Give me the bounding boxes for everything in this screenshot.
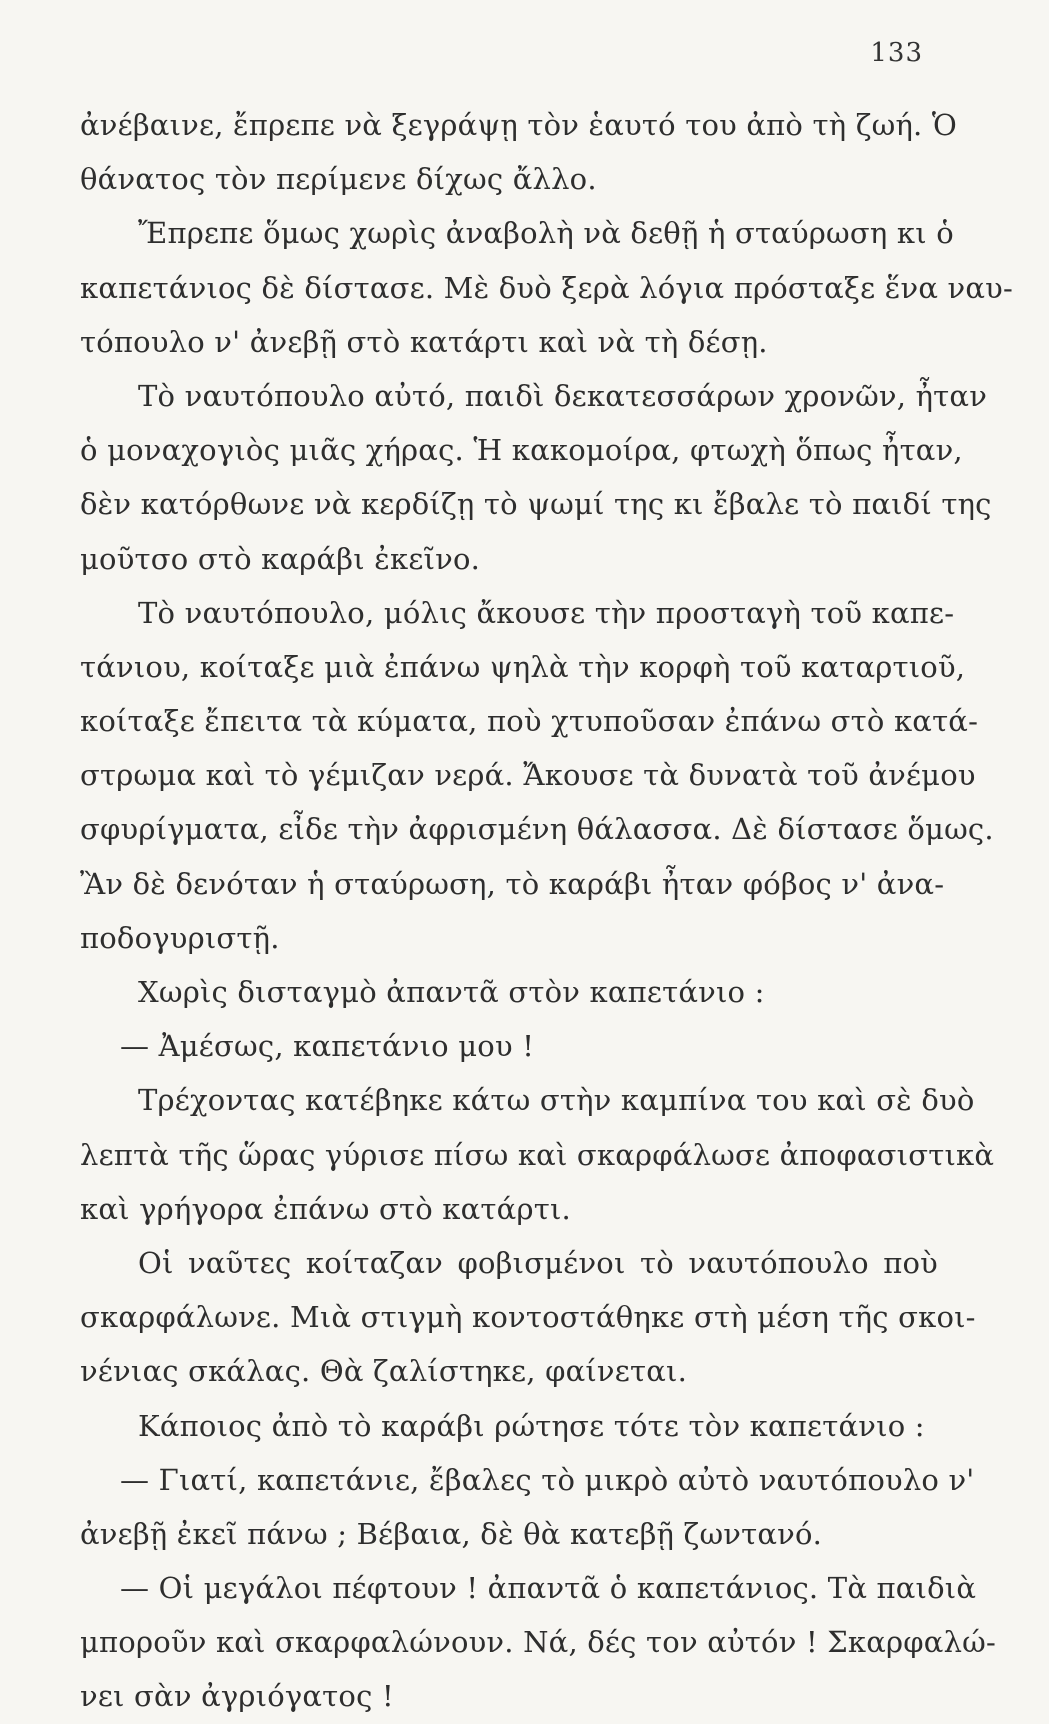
text-line: Τρέχοντας κατέβηκε κάτω στὴν καμπίνα του καὶ σὲ δυὸ [138, 1083, 975, 1118]
text-line: ποδογυριστῇ. [80, 920, 280, 955]
dialogue-line: — Ἀμέσως, καπετάνιο μου ! [120, 1029, 535, 1064]
text-line: Οἱ ναῦτες κοίταζαν φοβισμένοι τὸ ναυτόπουλο ποὺ [138, 1245, 938, 1280]
text-line: λεπτὰ τῆς ὥρας γύρισε πίσω καὶ σκαρφάλωσε ἀποφασιστικὰ [80, 1137, 995, 1172]
text-line: θάνατος τὸν περίμενε δίχως ἄλλο. [80, 162, 597, 197]
text-line: Τὸ ναυτόπουλο, μόλις ἄκουσε τὴν προσταγὴ τοῦ καπε- [138, 595, 955, 630]
text-line: καπετάνιος δὲ δίστασε. Μὲ δυὸ ξερὰ λόγια πρόσταξε ἕνα ναυ- [80, 270, 1013, 305]
dialogue-line: — Οἱ μεγάλοι πέφτουν ! ἀπαντᾶ ὁ καπετάνιος. Τὰ παιδιὰ [120, 1571, 977, 1606]
text-line: σκαρφάλωνε. Μιὰ στιγμὴ κοντοστάθηκε στὴ μέση τῆς σκοι- [80, 1300, 976, 1335]
text-line: Ἔπρεπε ὅμως χωρὶς ἀναβολὴ νὰ δεθῇ ἡ σταύρωση κι ὁ [138, 216, 954, 251]
text-line: σφυρίγματα, εἶδε τὴν ἀφρισμένη θάλασσα. Δὲ δίστασε ὅμως. [80, 812, 994, 847]
text-body [80, 98, 1013, 1724]
text-line: στρωμα καὶ τὸ γέμιζαν νερά. Ἄκουσε τὰ δυνατὰ τοῦ ἀνέμου [80, 758, 976, 793]
text-line: νει σὰν ἀγριόγατος ! [80, 1679, 394, 1714]
dialogue-line: — Γιατί, καπετάνιε, ἔβαλες τὸ μικρὸ αὐτὸ ναυτόπουλο ν' [120, 1462, 975, 1497]
text-line: Κάποιος ἀπὸ τὸ καράβι ρώτησε τότε τὸν καπετάνιο : [138, 1408, 925, 1443]
text-line: μοῦτσο στὸ καράβι ἐκεῖνο. [80, 541, 481, 576]
page-number: 133 [870, 38, 923, 68]
text-line: κοίταξε ἔπειτα τὰ κύματα, ποὺ χτυποῦσαν ἐπάνω στὸ κατά- [80, 704, 979, 739]
text-line: Ἂν δὲ δενόταν ἡ σταύρωση, τὸ καράβι ἦταν φόβος ν' ἀνα- [80, 866, 945, 901]
text-line: Τὸ ναυτόπουλο αὐτό, παιδὶ δεκατεσσάρων χρονῶν, ἦταν [138, 378, 988, 413]
text-line: ἀνεβῇ ἐκεῖ πάνω ; Βέβαια, δὲ θὰ κατεβῇ ζωντανό. [80, 1516, 823, 1551]
text-line: δὲν κατόρθωνε νὰ κερδίζῃ τὸ ψωμί της κι ἔβαλε τὸ παιδί της [80, 487, 992, 522]
text-line: νένιας σκάλας. Θὰ ζαλίστηκε, φαίνεται. [80, 1354, 687, 1389]
text-line: καὶ γρήγορα ἐπάνω στὸ κατάρτι. [80, 1191, 571, 1226]
text-line: Χωρὶς δισταγμὸ ἀπαντᾶ στὸν καπετάνιο : [138, 975, 765, 1009]
text-line: ὁ μοναχογιὸς μιᾶς χήρας. Ἡ κακομοίρα, φτωχὴ ὅπως ἦταν, [80, 433, 963, 468]
text-line: τόπουλο ν' ἀνεβῇ στὸ κατάρτι καὶ νὰ τὴ δέσῃ. [80, 324, 768, 359]
text-line: τάνιου, κοίταξε μιὰ ἐπάνω ψηλὰ τὴν κορφὴ τοῦ καταρτιοῦ, [80, 649, 966, 684]
text-line: μποροῦν καὶ σκαρφαλώνουν. Νά, δές τον αὐτόν ! Σκαρφαλώ- [80, 1625, 997, 1660]
text-line: ἀνέβαινε, ἔπρεπε νὰ ξεγράψῃ τὸν ἑαυτό του ἀπὸ τὴ ζωή. Ὁ [80, 108, 958, 142]
